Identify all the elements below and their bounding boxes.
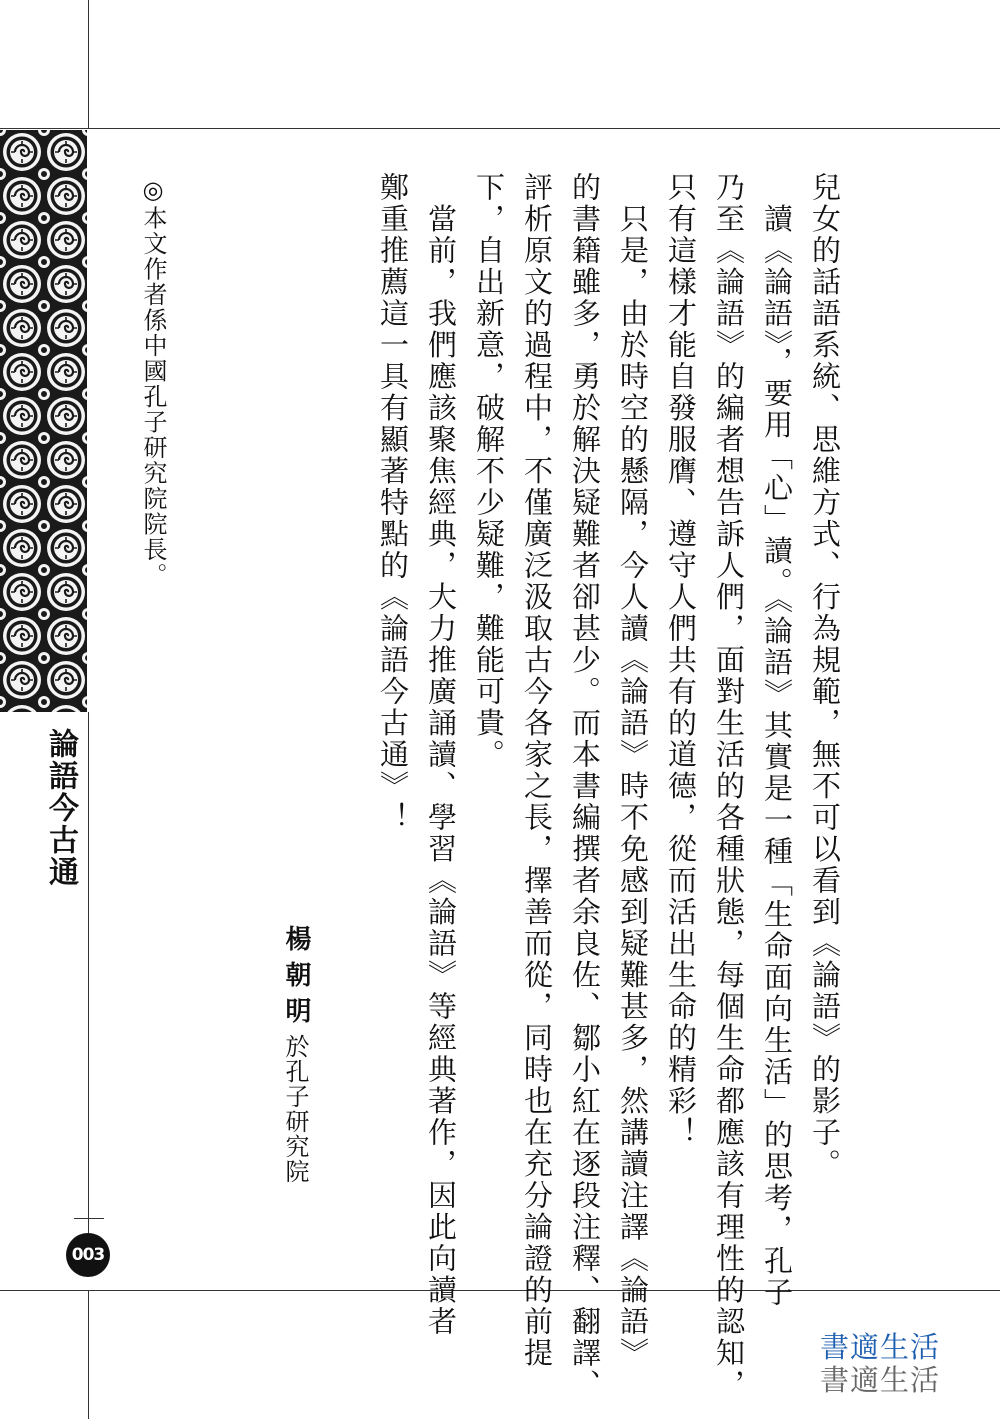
body-line-4: 只有這樣才能自發服膺、遵守人們共有的道德，從而活出生命的精彩！ [664, 172, 698, 1149]
watermark-line-1: 書適生活 [820, 1330, 941, 1364]
book-title: 論語今古通 [43, 728, 78, 888]
page-number: 003 [66, 1233, 110, 1277]
watermark-line-2: 書適生活 [820, 1363, 941, 1397]
page-number-rule [88, 1212, 89, 1234]
bottom-margin-rule [88, 1290, 89, 1419]
signature-place: 於孔子研究院 [281, 1034, 309, 1184]
top-margin-rule [88, 0, 89, 128]
body-line-7: 評析原文的過程中，不僅廣泛汲取古今各家之長，擇善而從，同時也在充分論證的前提 [520, 172, 554, 1369]
side-margin-rule [88, 712, 89, 1212]
body-line-8: 下，自出新意，破解不少疑難，難能可貴。 [472, 172, 506, 771]
top-rule [0, 128, 1000, 129]
body-line-2: 讀《論語》，要用「心」讀。《論語》其實是一種「生命面向生活」的思考，孔子 [760, 172, 794, 1309]
decorative-pattern [0, 130, 87, 712]
body-line-6: 的書籍雖多，勇於解決疑難者卻甚少。而本書編撰者余良佐、鄒小紅在逐段注釋、翻譯、 [568, 172, 602, 1401]
body-line-3: 乃至《論語》的編者想告訴人們，面對生活的各種狀態，每個生命都應該有理性的認知， [712, 172, 746, 1401]
body-line-10: 鄭重推薦這一具有顯著特點的《論語今古通》！ [376, 172, 410, 834]
page-number-tick [74, 1218, 104, 1219]
body-line-1: 兒女的話語系統、思維方式、行為規範，無不可以看到《論語》的影子。 [808, 172, 842, 1180]
author-note: ◎本文作者係中國孔子研究院院長。 [139, 176, 167, 588]
signature-name: 楊朝明 [281, 925, 311, 1033]
body-line-9: 當前，我們應該聚焦經典，大力推廣誦讀、學習《論語》等經典著作，因此向讀者 [424, 172, 458, 1338]
bottom-rule [0, 1290, 1000, 1291]
body-line-5: 只是，由於時空的懸隔，今人讀《論語》時不免感到疑難甚多，然講讀注譯《論語》 [616, 172, 650, 1369]
